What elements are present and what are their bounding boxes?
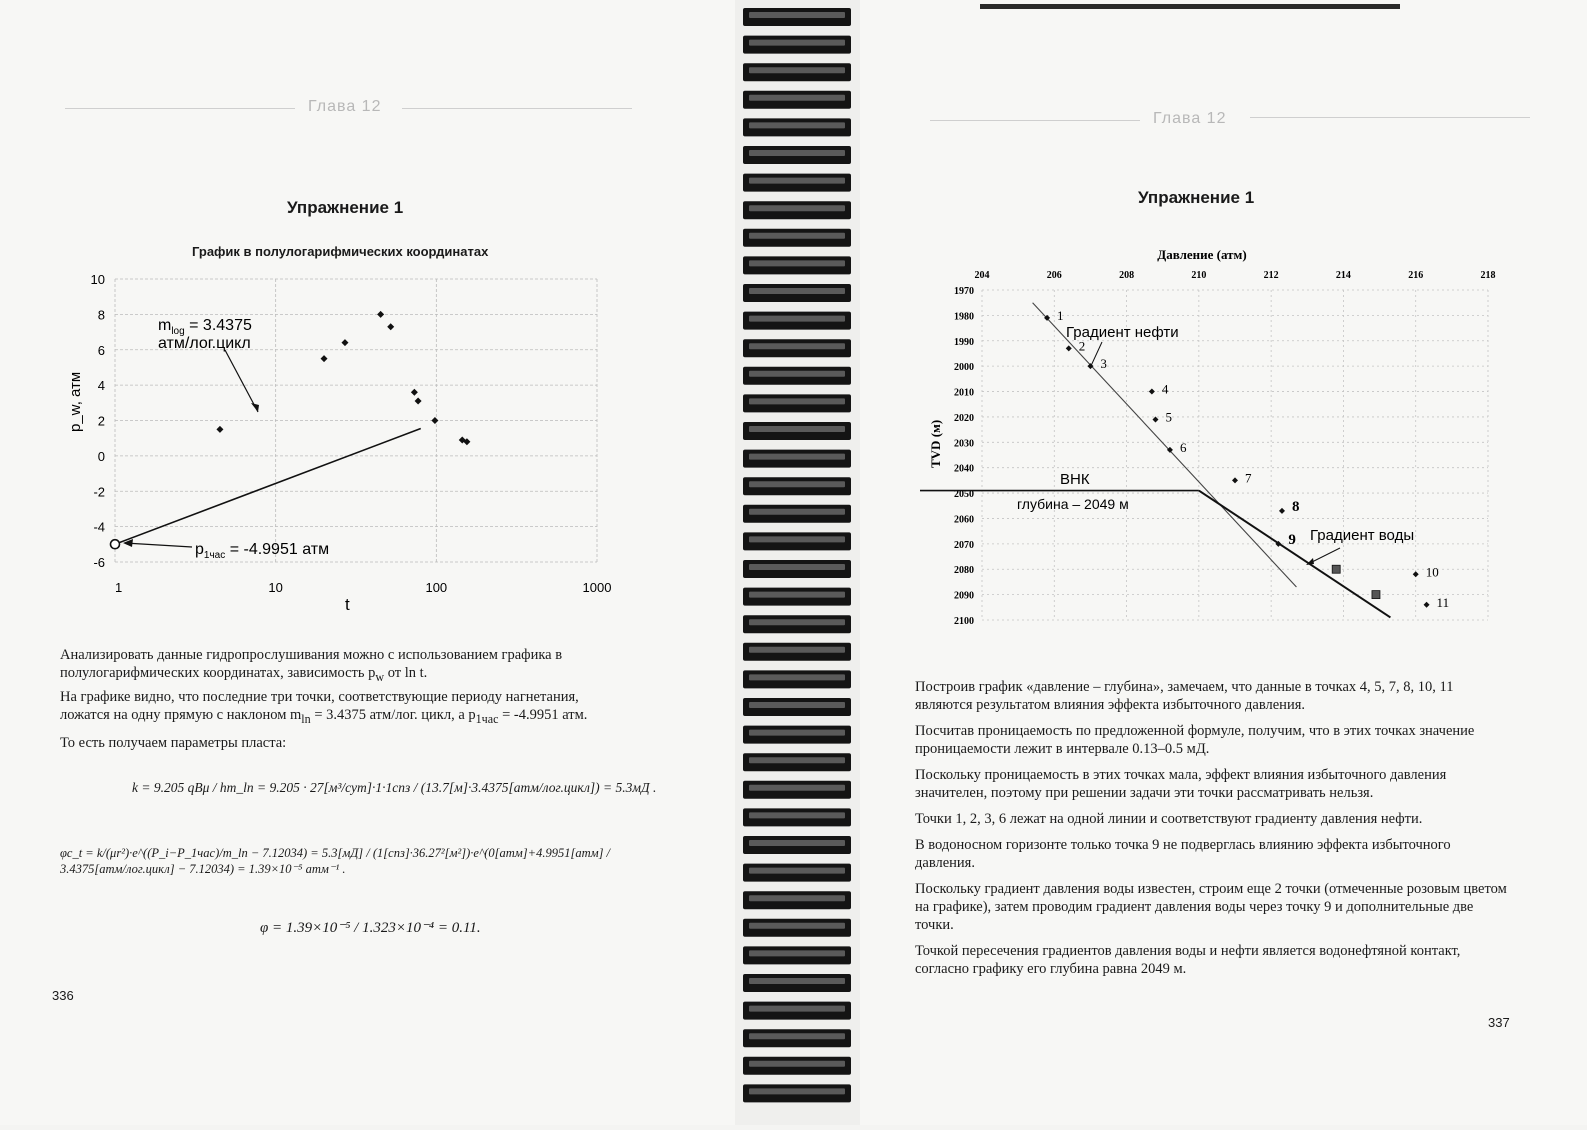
paragraph-2: На графике видно, что последние три точки, соответствующие периоду нагнетания, ложатся на одну прямую с наклоном $m_{ln} = 3.4375$ атм/лог. цикл, а $p_{1час} = -4.9951$ атм.: [60, 689, 588, 726]
y-axis-label: p_w, атм: [67, 371, 84, 432]
binding-ring-highlight: [749, 592, 845, 598]
paragraph-1: Построив график «давление – глубина», замечаем, что данные в точках 4, 5, 7, 8, 10, 11 являются результатом влияния эффекта избыточного давления.: [915, 679, 1454, 713]
formula-permeability: k = 9.205 qBμ / hm_ln = 9.205 · 27[м³/сут]·1·1спз / (13.7[м]·3.4375[атм/лог.цикл]) = 5.3мД .: [132, 780, 657, 795]
pressure-depth-chart: [920, 238, 1520, 638]
slope-arrowhead: [251, 403, 259, 412]
paragraph-2: Посчитав проницаемость по предложенной формуле, получим, что в этих точках значение проницаемости лежит в интервале 0.13–0.5 мД.: [915, 723, 1475, 757]
data-points: [1044, 308, 1449, 610]
binding-ring-highlight: [749, 481, 845, 487]
y-tick-label: 2: [97, 413, 105, 429]
binding-ring-highlight: [749, 730, 845, 736]
data-point: [431, 417, 438, 424]
page-number: 337: [1488, 1015, 1510, 1030]
y-tick-label: 1970: [954, 286, 974, 297]
binding-ring-highlight: [749, 1033, 845, 1039]
binding-ring-highlight: [749, 260, 845, 266]
binding-ring-highlight: [749, 316, 845, 322]
data-point-label: 7: [1245, 470, 1252, 486]
y-tick-label: 1990: [954, 336, 974, 348]
paragraph-3: Поскольку проницаемость в этих точках мала, эффект влияния избыточного давления значителен, поэтому при решении задачи эти точки рассматривать нельзя.: [915, 767, 1447, 801]
y-tick-label: 0: [97, 448, 105, 464]
left-page: [0, 0, 735, 1125]
binding-ring-highlight: [749, 12, 845, 18]
chart-grid: [982, 290, 1488, 620]
data-point-label: 10: [1425, 564, 1439, 580]
top-edge-shadow: [980, 4, 1400, 9]
y-tick-label: 2100: [954, 616, 974, 627]
x-axis-label: Давление (атм): [1157, 247, 1247, 262]
p1-marker: [111, 540, 120, 549]
y-tick-label: 2000: [954, 362, 974, 374]
x-tick-label: 206: [1046, 270, 1062, 281]
data-point-label: 8: [1291, 498, 1300, 515]
data-point: [1279, 508, 1285, 514]
data-point-label: 2: [1078, 338, 1086, 354]
slope-annotation-unit: атм/лог.цикл: [158, 335, 251, 352]
binding-ring-highlight: [749, 619, 845, 625]
data-point: [1066, 345, 1072, 351]
binding-ring-highlight: [749, 702, 845, 708]
binding-ring-highlight: [749, 674, 845, 680]
binding-ring-highlight: [749, 205, 845, 211]
header-rule-left: [930, 120, 1140, 121]
header-rule-left: [65, 108, 295, 109]
chart-title: График в полулогарифмических координатах: [192, 244, 489, 259]
right-page: [860, 0, 1587, 1125]
x-tick-labels: [115, 580, 611, 595]
data-point-label: 1: [1057, 307, 1064, 323]
oil-gradient-label: Градиент нефти: [1066, 324, 1179, 341]
oil-gradient-line: [1033, 303, 1297, 587]
y-tick-label: 2050: [954, 489, 974, 501]
binding-ring-highlight: [749, 398, 845, 404]
exercise-title: Упражнение 1: [1138, 188, 1255, 207]
x-tick-label: 214: [1335, 270, 1351, 281]
exercise-title: Упражнение 1: [287, 198, 404, 217]
data-point: [411, 389, 418, 396]
chapter-header: Глава 12: [308, 98, 382, 115]
paragraph-3: То есть получаем параметры пласта:: [60, 735, 287, 751]
p1-arrow: [125, 543, 192, 547]
right-paragraphs: [915, 678, 1510, 986]
y-tick-label: 2070: [954, 539, 974, 551]
data-point-label: 3: [1100, 356, 1107, 372]
y-tick-label: 1980: [954, 311, 974, 323]
y-tick-label: -4: [93, 519, 105, 535]
paragraph-6: Поскольку градиент давления воды известен, строим еще 2 точки (отмеченные розовым цветом на графике), затем проводим градиент давления воды через точку 9 и дополнительные две точки.: [915, 881, 1507, 933]
x-tick-label: 218: [1480, 270, 1496, 281]
binding-ring-highlight: [749, 1006, 845, 1012]
x-tick-label: 210: [1191, 270, 1207, 281]
x-tick-label: 204: [974, 270, 990, 281]
binding-ring-highlight: [749, 785, 845, 791]
binding-ring-highlight: [749, 757, 845, 763]
y-tick-labels: [954, 286, 974, 627]
data-point: [1424, 602, 1430, 608]
binding-ring-highlight: [749, 454, 845, 460]
y-tick-label: 2040: [954, 463, 974, 475]
binding-ring-highlight: [749, 950, 845, 956]
water-gradient-label: Градиент воды: [1310, 527, 1415, 544]
binding-ring-highlight: [749, 233, 845, 239]
data-point: [1413, 571, 1419, 577]
data-point: [341, 339, 348, 346]
binding-ring-highlight: [749, 426, 845, 432]
binding-ring-highlight: [749, 536, 845, 542]
data-points: [216, 311, 470, 445]
binding-ring-highlight: [749, 840, 845, 846]
data-point: [1232, 477, 1238, 483]
data-point: [387, 323, 394, 330]
binding-ring-highlight: [749, 895, 845, 901]
p1-annotation: $p_{1час} = -4.9951$ атм: [195, 541, 330, 561]
data-point-label: 5: [1165, 409, 1172, 425]
x-tick-label: 10: [268, 580, 283, 595]
binding-ring-highlight: [749, 40, 845, 46]
binding-ring-highlight: [749, 178, 845, 184]
wok-depth-label: глубина – 2049 м: [1017, 496, 1129, 512]
x-tick-label: 208: [1119, 270, 1135, 281]
data-point: [1149, 389, 1155, 395]
paragraph-5: В водоносном горизонте только точка 9 не подверглась влиянию эффекта избыточного давления.: [915, 837, 1451, 871]
binding-ring-highlight: [749, 923, 845, 929]
y-tick-label: 2030: [954, 438, 974, 450]
data-point-label: 11: [1436, 594, 1450, 610]
binding-ring-highlight: [749, 868, 845, 874]
y-tick-label: 2060: [954, 514, 974, 526]
y-tick-label: 2090: [954, 590, 974, 602]
wok-label: ВНК: [1060, 471, 1090, 488]
y-tick-label: -2: [93, 484, 105, 500]
x-tick-label: 212: [1263, 270, 1279, 281]
data-point: [321, 355, 328, 362]
paragraph-7: Точкой пересечения градиентов давления воды и нефти является водонефтяной контакт, согласно графику его глубина равна 2049 м.: [915, 943, 1461, 977]
x-tick-label: 216: [1408, 270, 1424, 281]
x-tick-label: 1000: [582, 580, 612, 595]
data-point: [216, 426, 223, 433]
binding-ring-highlight: [749, 564, 845, 570]
page-number: 336: [52, 988, 74, 1003]
binding-ring-highlight: [749, 95, 845, 101]
data-point-label: 9: [1288, 531, 1296, 548]
formula-compressibility: φc_t = k/(μr²)·e^((P_i−P_1час)/m_ln − 7.12034) = 5.3[мД] / (1[спз]·36.27²[м²])·e^(0[атм]+4.9951[атм] / 3.4375[атм/лог.цикл] − 7.12034) = 1.39×10⁻⁵ атм⁻¹ .: [60, 846, 611, 876]
binding-ring-highlight: [749, 812, 845, 818]
y-tick-label: 4: [97, 378, 105, 394]
spiral-binding: [735, 0, 860, 1125]
spiral-rings: [735, 0, 860, 1125]
binding-ring-highlight: [749, 343, 845, 349]
x-tick-label: 100: [425, 580, 448, 595]
binding-ring-highlight: [749, 647, 845, 653]
data-point-label: 6: [1179, 439, 1187, 455]
extra-data-point: [1332, 565, 1340, 573]
y-tick-label: 10: [90, 272, 105, 287]
y-tick-label: 8: [97, 307, 105, 323]
y-tick-label: 2080: [954, 565, 974, 577]
binding-ring-highlight: [749, 67, 845, 73]
data-point: [377, 311, 384, 318]
extra-data-point: [1372, 591, 1380, 599]
binding-ring-highlight: [749, 1061, 845, 1067]
data-point: [415, 398, 422, 405]
formula-porosity: φ = 1.39×10⁻⁵ / 1.323×10⁻⁴ = 0.11.: [260, 920, 481, 936]
x-tick-label: 1: [115, 580, 123, 595]
y-tick-labels: [91, 272, 105, 570]
y-tick-label: -6: [93, 555, 105, 570]
y-axis-label: TVD (м): [928, 419, 943, 468]
binding-ring-highlight: [749, 288, 845, 294]
slope-arrow: [225, 350, 258, 412]
binding-ring-highlight: [749, 122, 845, 128]
y-tick-label: 6: [97, 342, 105, 358]
binding-ring-highlight: [749, 150, 845, 156]
header-rule-right: [402, 108, 632, 109]
y-tick-label: 2010: [954, 387, 974, 399]
x-tick-labels: [975, 270, 1496, 281]
binding-ring-highlight: [749, 371, 845, 377]
chapter-header: Глава 12: [1153, 110, 1227, 127]
binding-ring-highlight: [749, 509, 845, 515]
semilog-chart: [55, 262, 630, 617]
binding-ring-highlight: [749, 978, 845, 984]
x-axis-label: t: [345, 595, 350, 614]
paragraph-4: Точки 1, 2, 3, 6 лежат на одной линии и соответствуют градиенту давления нефти.: [915, 811, 1423, 827]
paragraph-1: Анализировать данные гидропрослушивания можно с использованием графика в полулогарифмических координатах, зависимость $p_w$ от ln t.: [60, 647, 563, 684]
binding-ring-highlight: [749, 1088, 845, 1094]
slope-annotation: $m_{log} = 3.4375$: [158, 317, 252, 337]
y-tick-label: 2020: [954, 412, 974, 424]
header-rule-right: [1250, 117, 1530, 118]
data-point-label: 4: [1161, 381, 1169, 397]
data-point: [1152, 416, 1158, 422]
